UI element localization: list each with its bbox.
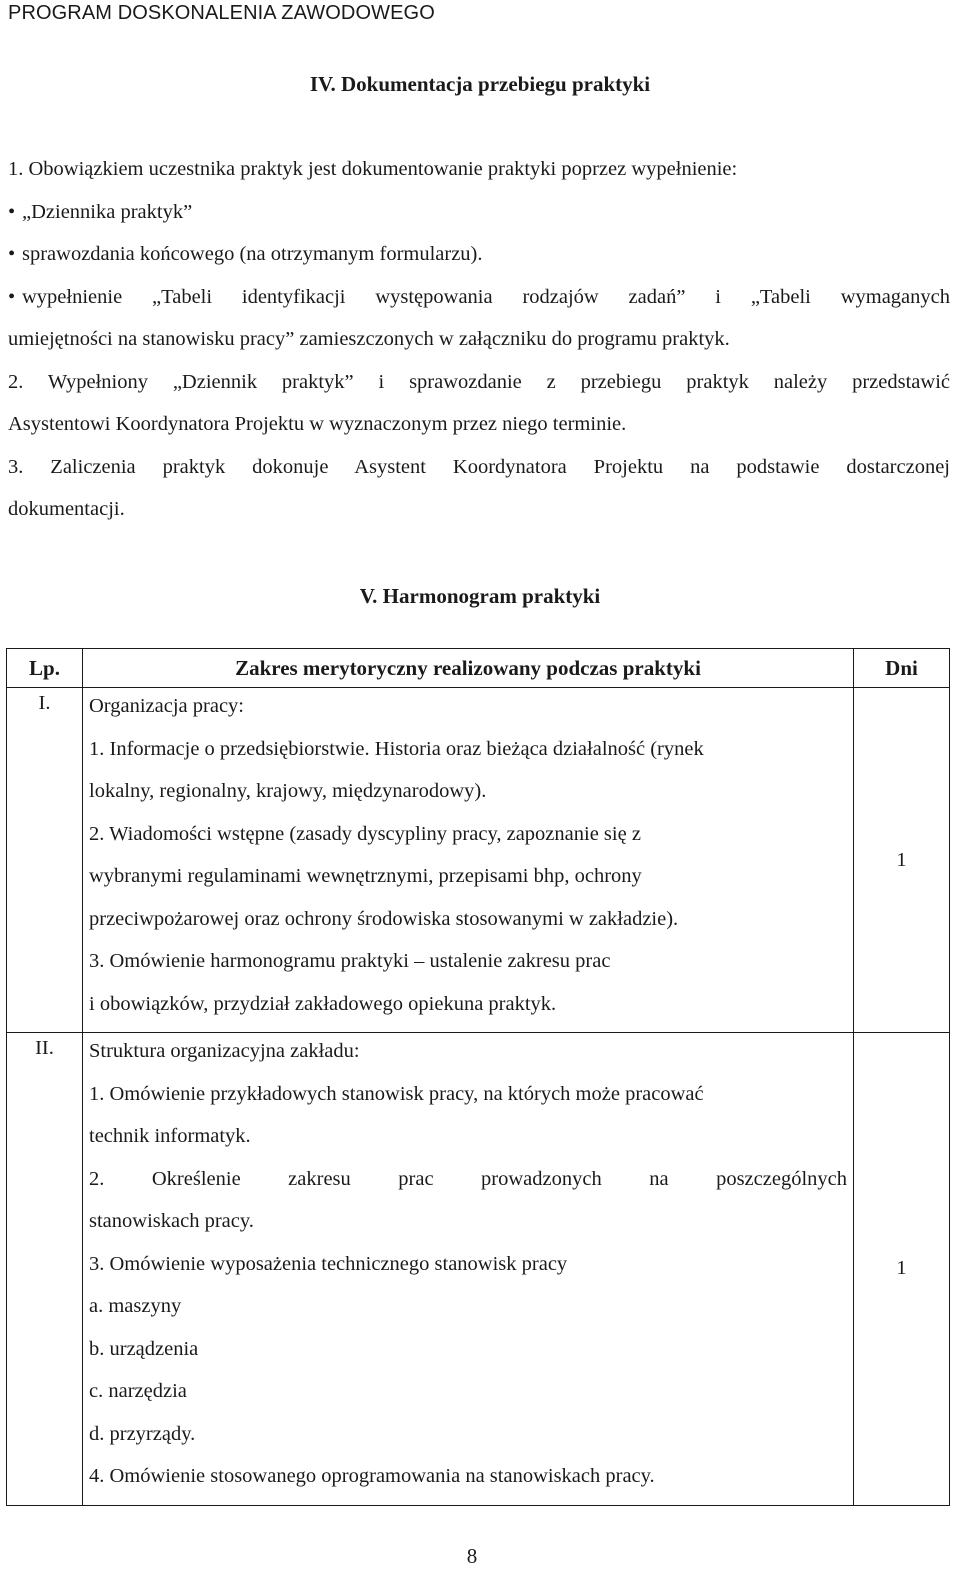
schedule-table xyxy=(6,648,950,1506)
content-line: technik informatyk. xyxy=(89,1125,251,1147)
content-line: c. narzędzia xyxy=(89,1380,187,1402)
paragraph-line: umiejętności na stanowisku pracy” zamieszczonych w załączniku do programu praktyk. xyxy=(8,328,730,350)
column-header-days: Dni xyxy=(854,649,950,688)
content-line: d. przyrządy. xyxy=(89,1422,196,1445)
content-line: lokalny, regionalny, krajowy, międzynarodowy). xyxy=(89,780,487,802)
content-line: 2. Określenie zakresu prac prowadzonych na poszczególnych xyxy=(89,1167,847,1190)
content-line: stanowiskach pracy. xyxy=(89,1210,254,1232)
content-line: 1. Informacje o przedsiębiorstwie. Historia oraz bieżąca działalność (rynek xyxy=(89,737,704,760)
column-header-lp: Lp. xyxy=(7,649,83,688)
content-line: a. maszyny xyxy=(89,1295,182,1317)
column-header-scope: Zakres merytoryczny realizowany podczas praktyki xyxy=(83,649,854,688)
content-line: 4. Omówienie stosowanego oprogramowania na stanowiskach pracy. xyxy=(89,1465,655,1487)
row-days: 1 xyxy=(854,688,950,1033)
content-line: 2. Wiadomości wstępne (zasady dyscypliny pracy, zapoznanie się z xyxy=(89,822,641,845)
row-content xyxy=(83,1033,854,1506)
bullet-glyph: • xyxy=(8,286,16,308)
row-lp: II. xyxy=(7,1033,83,1506)
paragraph-line: 1. Obowiązkiem uczestnika praktyk jest dokumentowanie praktyki poprzez wypełnienie: xyxy=(8,158,738,180)
table-row xyxy=(7,1033,950,1506)
content-line: Organizacja pracy: xyxy=(89,695,244,717)
bullet-item xyxy=(8,286,950,309)
content-line: b. urządzenia xyxy=(89,1337,199,1360)
content-line: i obowiązków, przydział zakładowego opiekuna praktyk. xyxy=(89,992,557,1015)
row-content xyxy=(83,688,854,1033)
content-line: wybranymi regulaminami wewnętrznymi, przepisami bhp, ochrony xyxy=(89,865,642,887)
paragraph-line: dokumentacji. xyxy=(8,498,125,520)
page-number: 8 xyxy=(466,1544,478,1568)
content-line: Struktura organizacyjna zakładu: xyxy=(89,1040,360,1062)
paragraph-line: 3. Zaliczenia praktyk dokonuje Asystent Koordynatora Projektu na podstawie dostarczonej xyxy=(8,456,950,478)
bullet-item xyxy=(8,201,950,224)
paragraph-line: Asystentowi Koordynatora Projektu w wyznaczonym przez niego terminie. xyxy=(8,413,627,435)
table-row xyxy=(7,688,950,1033)
paragraph-line: 2. Wypełniony „Dziennik praktyk” i sprawozdanie z przebiegu praktyk należy przedstawić xyxy=(8,371,950,393)
row-days: 1 xyxy=(854,1033,950,1506)
content-line: 1. Omówienie przykładowych stanowisk pracy, na których może pracować xyxy=(89,1082,704,1105)
section-iv-title: IV. Dokumentacja przebiegu praktyki xyxy=(309,72,651,96)
row-lp: I. xyxy=(7,688,83,1033)
bullet-glyph: • xyxy=(8,243,16,265)
content-line: 3. Omówienie wyposażenia technicznego stanowisk pracy xyxy=(89,1252,568,1275)
bullet-glyph: • xyxy=(8,201,16,223)
section-v-title: V. Harmonogram praktyki xyxy=(359,584,601,608)
bullet-item xyxy=(8,243,950,266)
content-line: 3. Omówienie harmonogramu praktyki – ustalenie zakresu prac xyxy=(89,950,611,972)
document-header: PROGRAM DOSKONALENIA ZAWODOWEGO xyxy=(8,2,435,24)
bullet-text: „Dziennika praktyk” xyxy=(22,201,193,223)
bullet-text: wypełnienie „Tabeli identyfikacji występowania rodzajów zadań” i „Tabeli wymaganych xyxy=(22,286,950,308)
bullet-text: sprawozdania końcowego (na otrzymanym formularzu). xyxy=(22,243,483,265)
content-line: przeciwpożarowej oraz ochrony środowiska stosowanymi w zakładzie). xyxy=(89,907,679,930)
table-header-row xyxy=(7,649,950,688)
